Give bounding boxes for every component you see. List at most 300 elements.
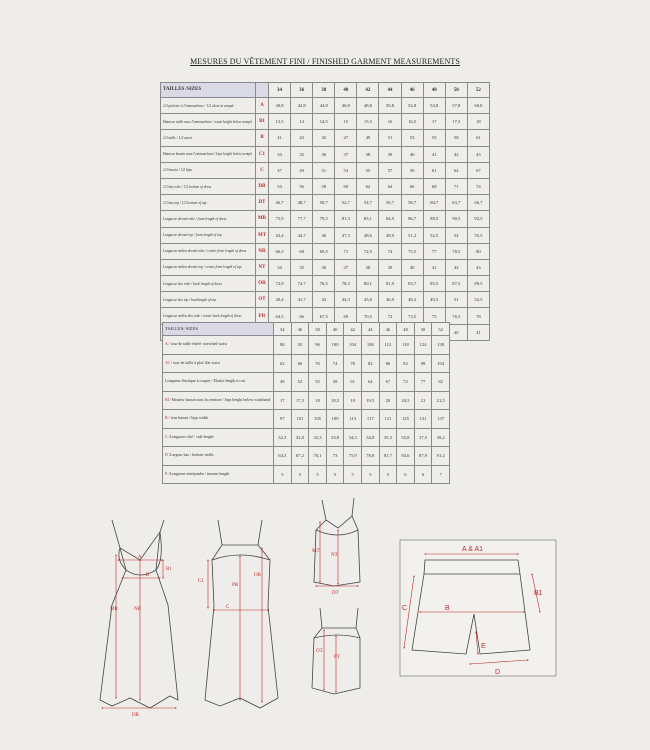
measurement-value: 60 bbox=[335, 178, 357, 194]
measurement-value: 66,3 bbox=[269, 243, 291, 259]
measurement-value: 78 bbox=[344, 354, 362, 373]
measurement-value: 21,5 bbox=[432, 391, 450, 410]
measurement-value: 47,3 bbox=[335, 227, 357, 243]
measurement-value: 45,6 bbox=[357, 292, 379, 308]
measurement-value: 35,8 bbox=[397, 428, 415, 447]
measurement-value: 100 bbox=[326, 336, 344, 355]
top-front-labels bbox=[312, 549, 339, 596]
measurement-value: 44,8 bbox=[313, 98, 335, 114]
measurement-value: 97 bbox=[274, 410, 292, 429]
measurement-text: /Largeur bas / bottom width bbox=[167, 452, 214, 458]
measurement-text: / Hauteur bassin sous la ceinture / hips height below waistband bbox=[169, 396, 271, 402]
measurement-value: 61 bbox=[344, 373, 362, 392]
measurement-value: 88 bbox=[274, 336, 292, 355]
measurement-value: 38 bbox=[357, 146, 379, 162]
measurement-value: 53 bbox=[335, 162, 357, 178]
measurement-value: 55,5 bbox=[467, 227, 489, 243]
measurement-label: Longueur milieu dos robe / center back length of dress bbox=[161, 308, 256, 324]
label-a-a1: A & A1 bbox=[462, 546, 484, 553]
measurement-value: 87,9 bbox=[414, 447, 432, 466]
measurement-value: 86,7 bbox=[401, 211, 423, 227]
measurement-code: B1 bbox=[256, 114, 269, 130]
measurement-value: 52,5 bbox=[467, 292, 489, 308]
measurement-value: 54 bbox=[445, 227, 467, 243]
measurement-value: 75,9 bbox=[269, 211, 291, 227]
measurement-value: 41 bbox=[269, 130, 291, 146]
measurement-value: 81,7 bbox=[379, 447, 397, 466]
measurement-code: E bbox=[165, 470, 168, 476]
measurement-value: 74 bbox=[326, 354, 344, 373]
measurement-value: 78,5 bbox=[445, 243, 467, 259]
measurement-code: B bbox=[256, 130, 269, 146]
size-header: 48 bbox=[397, 323, 415, 336]
measurement-value: 19 bbox=[344, 391, 362, 410]
measurement-value: 58 bbox=[326, 373, 344, 392]
measurement-value: 85,5 bbox=[423, 276, 445, 292]
size-header: 44 bbox=[361, 323, 379, 336]
measurement-value: 17,5 bbox=[445, 114, 467, 130]
measurement-value: 80 bbox=[467, 243, 489, 259]
measurement-value: 58 bbox=[445, 130, 467, 146]
measurement-text: Longueur élastique à couper / Elastic length to cut bbox=[165, 378, 246, 384]
measurement-value: 43 bbox=[467, 259, 489, 275]
measurement-value: 5 bbox=[309, 465, 327, 484]
size-header: 40 bbox=[326, 323, 344, 336]
measurement-value: 52,7 bbox=[335, 195, 357, 211]
measurement-value: 36 bbox=[313, 259, 335, 275]
measurement-value: 18 bbox=[309, 391, 327, 410]
measurement-value: 91,2 bbox=[432, 447, 450, 466]
measurement-value: 41,7 bbox=[291, 292, 313, 308]
measurement-code: OT bbox=[256, 292, 269, 308]
measurement-label: Longueur milieu devant top / center front length of top bbox=[161, 259, 256, 275]
measurement-value: 32,3 bbox=[274, 428, 292, 447]
measurement-value: 56 bbox=[291, 178, 313, 194]
measurement-value: 118 bbox=[397, 336, 415, 355]
label-dt: DT bbox=[332, 591, 339, 596]
measurement-value: 72 bbox=[379, 308, 401, 324]
measurement-value: 83,1 bbox=[357, 211, 379, 227]
measurement-value: 113 bbox=[344, 410, 362, 429]
measurement-text: / tour bassin / hips width bbox=[167, 415, 209, 421]
measurement-value: 53 bbox=[401, 130, 423, 146]
measurement-code: OR bbox=[256, 276, 269, 292]
measurement-value: 105 bbox=[309, 410, 327, 429]
measurement-value: 35 bbox=[291, 259, 313, 275]
measurement-value: 86 bbox=[379, 354, 397, 373]
measurement-value: 77,7 bbox=[291, 211, 313, 227]
measurement-value: 54 bbox=[269, 178, 291, 194]
measurement-value: 43 bbox=[313, 292, 335, 308]
measurement-code: C bbox=[256, 162, 269, 178]
measurement-value: 77 bbox=[414, 373, 432, 392]
measurement-label: Longueur milieu devant robe / center front length of dress bbox=[161, 243, 256, 259]
measurement-value: 70,5 bbox=[357, 308, 379, 324]
measurement-value: 40,8 bbox=[269, 98, 291, 114]
measurement-value: 44,3 bbox=[335, 292, 357, 308]
measurement-value: 40,4 bbox=[269, 292, 291, 308]
measurement-value: 34 bbox=[269, 259, 291, 275]
measurement-value: 92,5 bbox=[467, 211, 489, 227]
measurement-value: 64 bbox=[379, 178, 401, 194]
measurement-value: 74,7 bbox=[291, 276, 313, 292]
measurement-value: 112 bbox=[379, 336, 397, 355]
shorts-diagram bbox=[400, 540, 556, 676]
measurement-value: 104 bbox=[432, 354, 450, 373]
measurement-code: A bbox=[165, 341, 168, 347]
measurement-value: 56,7 bbox=[379, 195, 401, 211]
measurement-label: 1/2 bas robe / 1/2 bottom of dress bbox=[161, 178, 256, 194]
label-c: C bbox=[402, 605, 408, 612]
measurement-value: 64 bbox=[445, 162, 467, 178]
measurement-value: 48,2 bbox=[401, 292, 423, 308]
dress-front-labels bbox=[110, 555, 172, 718]
measurement-value: 20 bbox=[379, 391, 397, 410]
measurement-value: 35 bbox=[291, 146, 313, 162]
measurement-value: 48,7 bbox=[291, 195, 313, 211]
measurement-value: 87,5 bbox=[445, 276, 467, 292]
measurement-value: 17 bbox=[274, 391, 292, 410]
measurement-label: Longueur devant robe / front length of dress bbox=[161, 211, 256, 227]
measurement-value: 71 bbox=[335, 243, 357, 259]
measurement-value: 51 bbox=[445, 292, 467, 308]
measurement-value: 32,8 bbox=[291, 428, 309, 447]
measurement-value: 73,5 bbox=[401, 308, 423, 324]
measurement-value: 81,9 bbox=[379, 276, 401, 292]
measurement-value: 66 bbox=[291, 308, 313, 324]
measurement-value: 66,7 bbox=[467, 195, 489, 211]
measurement-value: 38 bbox=[357, 259, 379, 275]
measurement-text: /Longueur côté / side length bbox=[167, 433, 214, 439]
measurement-value: 51 bbox=[379, 130, 401, 146]
measurement-label: 1/2 taille / 1/2 waist bbox=[161, 130, 256, 146]
measurement-label: Hauteur bassin sous l'emmanchure / hips height below armpit bbox=[161, 146, 256, 162]
measurement-value: 40 bbox=[401, 259, 423, 275]
measurement-value: 46,9 bbox=[379, 292, 401, 308]
measurement-value: 68 bbox=[291, 243, 313, 259]
measurement-value: 49 bbox=[357, 130, 379, 146]
measurement-value: 15,5 bbox=[357, 114, 379, 130]
measurement-value: 48,8 bbox=[357, 98, 379, 114]
measurement-code: DR bbox=[256, 178, 269, 194]
measurement-value: 74 bbox=[467, 178, 489, 194]
measurement-value: 40 bbox=[445, 324, 467, 340]
page-title: MESURES DU VÊTEMENT FINI / FINISHED GARMENT MEASUREMENTS bbox=[190, 57, 460, 66]
measurement-value: 72,9 bbox=[269, 276, 291, 292]
size-header: 52 bbox=[467, 83, 489, 98]
measurement-value: 5 bbox=[344, 465, 362, 484]
measurement-value: 90,5 bbox=[445, 211, 467, 227]
measurement-code: NT bbox=[256, 259, 269, 275]
label-c1: C1 bbox=[198, 579, 204, 584]
measurement-value: 46,7 bbox=[269, 195, 291, 211]
measurement-value: 34 bbox=[269, 146, 291, 162]
measurement-value: 49,9 bbox=[379, 227, 401, 243]
measurement-value: 45 bbox=[313, 130, 335, 146]
measurement-value: 66 bbox=[401, 178, 423, 194]
measurement-value: 43 bbox=[467, 146, 489, 162]
measurement-value: 39,2 bbox=[432, 428, 450, 447]
size-header: 38 bbox=[313, 83, 335, 98]
label-c: C bbox=[226, 605, 230, 610]
measurement-value: 34,3 bbox=[344, 428, 362, 447]
measurement-value: 20,5 bbox=[397, 391, 415, 410]
measurement-value: 55 bbox=[309, 373, 327, 392]
measurement-value: 18,5 bbox=[326, 391, 344, 410]
measurement-value: 5 bbox=[361, 465, 379, 484]
measurement-value: 33,3 bbox=[309, 428, 327, 447]
label-a: A bbox=[138, 555, 142, 560]
measurement-value: 41 bbox=[423, 259, 445, 275]
measurement-value: 51 bbox=[313, 162, 335, 178]
measurement-value: 67 bbox=[467, 162, 489, 178]
measurement-value: 96 bbox=[309, 336, 327, 355]
measurement-value: 64 bbox=[361, 373, 379, 392]
measurement-value: 54,8 bbox=[423, 98, 445, 114]
measurement-value: 109 bbox=[326, 410, 344, 429]
measurement-code: B1 bbox=[165, 396, 170, 402]
size-header: 42 bbox=[344, 323, 362, 336]
measurement-value: 63,7 bbox=[445, 195, 467, 211]
measurement-value: 125 bbox=[397, 410, 415, 429]
label-b1: B1 bbox=[534, 590, 543, 597]
measurement-label: Longueur dos robe / back length of dress bbox=[161, 276, 256, 292]
measurement-value: 6 bbox=[414, 465, 432, 484]
measurement-value: 5 bbox=[291, 465, 309, 484]
measurement-value: 52,8 bbox=[401, 98, 423, 114]
measurement-text: / tour de taille étirée/ stretched waist bbox=[167, 341, 227, 347]
measurement-code: MR bbox=[256, 211, 269, 227]
measurement-value: 5 bbox=[326, 465, 344, 484]
measurement-value: 15 bbox=[335, 114, 357, 130]
measurement-value: 117 bbox=[361, 410, 379, 429]
measurement-value: 5 bbox=[379, 465, 397, 484]
size-header: 40 bbox=[335, 83, 357, 98]
measurement-value: 131 bbox=[414, 410, 432, 429]
size-header: 34 bbox=[269, 83, 291, 98]
measurement-code: D bbox=[165, 452, 168, 458]
measurement-value: 68 bbox=[423, 178, 445, 194]
measurement-value: 84,9 bbox=[379, 211, 401, 227]
label-b1: B1 bbox=[166, 567, 172, 572]
measurement-value: 39 bbox=[379, 146, 401, 162]
measurement-value: 72 bbox=[397, 373, 415, 392]
measurement-value: 41 bbox=[467, 324, 489, 340]
header-label: TAILLES/ SIZES bbox=[163, 323, 274, 336]
measurement-value: 64,3 bbox=[274, 447, 292, 466]
measurement-code: C bbox=[165, 433, 168, 439]
measurement-code: A bbox=[256, 98, 269, 114]
measurement-value: 62 bbox=[274, 354, 292, 373]
size-header: 42 bbox=[357, 83, 379, 98]
header-label: TAILLES /SIZES bbox=[161, 83, 256, 98]
measurement-value: 72,5 bbox=[357, 243, 379, 259]
measurement-value: 76,5 bbox=[313, 276, 335, 292]
measurement-value: 16 bbox=[379, 114, 401, 130]
measurement-value: 57 bbox=[379, 162, 401, 178]
measurement-value: 73 bbox=[326, 447, 344, 466]
measurement-code: B bbox=[165, 415, 168, 421]
measurement-value: 92 bbox=[397, 354, 415, 373]
measurement-value: 66 bbox=[291, 354, 309, 373]
measurement-value: 70 bbox=[309, 354, 327, 373]
measurement-value: 67 bbox=[379, 373, 397, 392]
measurement-code: A1 bbox=[165, 359, 170, 365]
measurement-value: 16,5 bbox=[401, 114, 423, 130]
size-header: 48 bbox=[423, 83, 445, 98]
measurement-value: 124 bbox=[414, 336, 432, 355]
measurement-value: 130 bbox=[432, 336, 450, 355]
measurement-value: 70,1 bbox=[309, 447, 327, 466]
measurement-value: 35,3 bbox=[379, 428, 397, 447]
measurement-code: NR bbox=[256, 243, 269, 259]
measurement-value: 37 bbox=[335, 146, 357, 162]
measurement-label: Longueur devant top / front length of top bbox=[161, 227, 256, 243]
measurement-value: 64,5 bbox=[269, 308, 291, 324]
measurement-value: 59 bbox=[401, 162, 423, 178]
dress-back-labels bbox=[198, 573, 262, 610]
measurement-value: 48,6 bbox=[357, 227, 379, 243]
measurement-value: 7 bbox=[432, 465, 450, 484]
dress-front-diagram bbox=[100, 520, 178, 708]
label-pt: PT bbox=[334, 655, 340, 660]
measurement-value: 46 bbox=[313, 227, 335, 243]
measurement-value: 40 bbox=[401, 146, 423, 162]
measurement-label: Hauteur taille sous l'emmanchure / waist height below armpit bbox=[161, 114, 256, 130]
measurement-value: 78,3 bbox=[335, 276, 357, 292]
measurement-value: 49 bbox=[291, 162, 313, 178]
measurement-value: 42 bbox=[445, 259, 467, 275]
measurement-text: / tour de taille à plat/ flat waist bbox=[169, 359, 220, 365]
measurement-value: 81,3 bbox=[335, 211, 357, 227]
measurement-value: 5 bbox=[274, 465, 292, 484]
measurement-value: 84,6 bbox=[397, 447, 415, 466]
measurement-value: 33,8 bbox=[326, 428, 344, 447]
measurement-value: 52 bbox=[291, 373, 309, 392]
measurement-code: PR bbox=[256, 308, 269, 324]
label-b: B bbox=[146, 573, 150, 578]
measurement-value: 49 bbox=[274, 373, 292, 392]
measurement-label: 1/2 bassin / 1/2 hips bbox=[161, 162, 256, 178]
measurement-value: 18 bbox=[467, 114, 489, 130]
label-dr: DR bbox=[132, 713, 139, 718]
measurement-value: 37,5 bbox=[414, 428, 432, 447]
measurement-value: 42 bbox=[445, 146, 467, 162]
measurement-value: 121 bbox=[379, 410, 397, 429]
label-mr: MR bbox=[110, 607, 118, 612]
measurement-value: 39 bbox=[379, 259, 401, 275]
measurement-label: 1/2 bas top / 1/2 bottom of top bbox=[161, 195, 256, 211]
measurement-value: 60,8 bbox=[467, 98, 489, 114]
measurement-value: 44,7 bbox=[291, 227, 313, 243]
measurement-value: 92 bbox=[291, 336, 309, 355]
size-header: 36 bbox=[291, 83, 313, 98]
measurement-value: 76,5 bbox=[445, 308, 467, 324]
label-b: B bbox=[445, 605, 450, 612]
measurement-value: 69,5 bbox=[313, 243, 335, 259]
measurement-value: 75,9 bbox=[344, 447, 362, 466]
measurement-value: 19,5 bbox=[361, 391, 379, 410]
size-header: 34 bbox=[274, 323, 292, 336]
measurement-value: 62 bbox=[357, 178, 379, 194]
measurement-value: 77 bbox=[423, 243, 445, 259]
measurement-value: 55 bbox=[357, 162, 379, 178]
measurement-value: 54,7 bbox=[357, 195, 379, 211]
size-header: 36 bbox=[291, 323, 309, 336]
measurement-value: 21 bbox=[414, 391, 432, 410]
measurement-value: 80,1 bbox=[357, 276, 379, 292]
measurement-value: 108 bbox=[361, 336, 379, 355]
measurement-code: DT bbox=[256, 195, 269, 211]
label-nr: NR bbox=[134, 607, 141, 612]
measurement-value: 37 bbox=[335, 259, 357, 275]
measurement-text: /Longueur entrejambe / inseam length bbox=[167, 470, 230, 476]
measurement-value: 52,5 bbox=[423, 227, 445, 243]
measurement-value: 83,7 bbox=[401, 276, 423, 292]
measurement-value: 69 bbox=[335, 308, 357, 324]
measurement-value: 82 bbox=[361, 354, 379, 373]
measurement-value: 14,5 bbox=[313, 114, 335, 130]
size-header: 50 bbox=[445, 83, 467, 98]
measurement-value: 41 bbox=[423, 146, 445, 162]
measurement-value: 58,7 bbox=[401, 195, 423, 211]
measurement-value: 58 bbox=[313, 178, 335, 194]
measurement-value: 98 bbox=[414, 354, 432, 373]
measurement-value: 137 bbox=[432, 410, 450, 429]
measurement-value: 43 bbox=[291, 130, 313, 146]
measurement-value: 14 bbox=[291, 114, 313, 130]
measurement-value: 47 bbox=[269, 162, 291, 178]
measurement-value: 46,8 bbox=[335, 98, 357, 114]
size-header: 50 bbox=[414, 323, 432, 336]
label-mt: MT bbox=[312, 549, 320, 554]
size-header: 46 bbox=[379, 323, 397, 336]
measurement-value: 42,8 bbox=[291, 98, 313, 114]
measurement-value: 13,5 bbox=[269, 114, 291, 130]
dress-back-diagram bbox=[205, 520, 278, 708]
label-d: D bbox=[495, 669, 501, 676]
measurement-value: 61 bbox=[467, 130, 489, 146]
label-pr: PR bbox=[232, 583, 239, 588]
label-e: E bbox=[481, 643, 486, 650]
measurement-code: MT bbox=[256, 227, 269, 243]
label-nt: NT bbox=[331, 553, 338, 558]
measurement-value: 34,8 bbox=[361, 428, 379, 447]
measurement-value: 79,5 bbox=[313, 211, 335, 227]
size-header: 38 bbox=[309, 323, 327, 336]
measurement-value: 88,5 bbox=[423, 211, 445, 227]
label-ot: OT bbox=[316, 649, 323, 654]
measurement-value: 36 bbox=[313, 146, 335, 162]
measurement-value: 67,2 bbox=[291, 447, 309, 466]
measurement-value: 78,8 bbox=[361, 447, 379, 466]
size-header: 44 bbox=[379, 83, 401, 98]
measurement-value: 75,5 bbox=[401, 243, 423, 259]
size-header: 52 bbox=[432, 323, 450, 336]
measurement-value: 50,8 bbox=[379, 98, 401, 114]
measurement-value: 55 bbox=[423, 130, 445, 146]
measurement-value: 71 bbox=[445, 178, 467, 194]
label-or: OR bbox=[254, 573, 261, 578]
measurement-value: 50,7 bbox=[313, 195, 335, 211]
measurement-value: 61 bbox=[423, 162, 445, 178]
measurement-value: 51,2 bbox=[401, 227, 423, 243]
measurement-value: 74 bbox=[379, 243, 401, 259]
measurement-value: 78 bbox=[467, 308, 489, 324]
measurement-value: 75 bbox=[423, 308, 445, 324]
measurement-value: 17,5 bbox=[291, 391, 309, 410]
measurement-value: 57,8 bbox=[445, 98, 467, 114]
